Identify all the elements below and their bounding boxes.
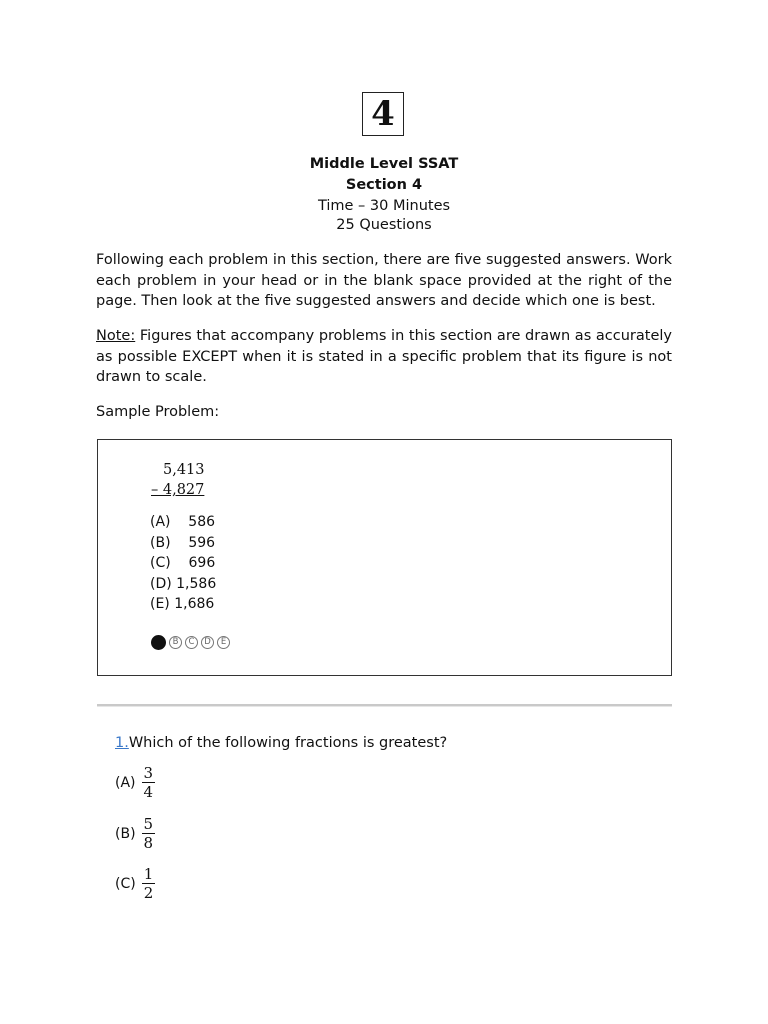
section-number-box	[362, 92, 404, 136]
answer-bubbles	[151, 635, 230, 650]
sample-choice-c: (C) 696	[150, 555, 216, 571]
option-b-denominator: 8	[143, 834, 154, 852]
time-limit: Time – 30 Minutes	[317, 198, 451, 214]
answer-bubble-e[interactable]: E	[217, 636, 230, 649]
option-a-fraction	[142, 764, 156, 801]
sample-choice-d: (D) 1,586	[150, 575, 217, 592]
option-a[interactable]	[115, 764, 155, 801]
answer-bubble-d[interactable]: D	[201, 636, 214, 649]
option-b-label: (B)	[115, 825, 136, 842]
section-number: 4	[371, 94, 395, 134]
note-paragraph	[96, 326, 672, 388]
section-title: Section 4	[345, 177, 423, 193]
option-b[interactable]	[115, 815, 155, 852]
option-a-label: (A)	[115, 774, 136, 791]
option-c-label: (C)	[115, 875, 136, 892]
answer-bubble-a-filled[interactable]	[151, 635, 166, 650]
option-b-numerator: 5	[143, 815, 154, 833]
option-c-fraction	[142, 865, 156, 902]
option-c[interactable]	[115, 865, 155, 902]
question-number-link[interactable]: 1.	[115, 735, 129, 751]
note-text: Figures that accompany problems in this section are drawn as accurately as possible EXCEPT when it is stated in a specific problem that its figure is not drawn to scale.	[96, 328, 672, 385]
option-c-numerator: 1	[143, 865, 154, 883]
answer-bubble-b[interactable]: B	[169, 636, 182, 649]
sample-choice-e: (E) 1,686	[150, 596, 215, 612]
sample-problem-label: Sample Problem:	[96, 404, 220, 420]
answer-bubble-c[interactable]: C	[185, 636, 198, 649]
option-a-numerator: 3	[143, 764, 154, 782]
option-a-denominator: 4	[143, 783, 154, 801]
option-c-denominator: 2	[143, 884, 154, 902]
question-text: Which of the following fractions is greatest?	[128, 735, 448, 751]
sample-problem-box	[97, 439, 672, 676]
sample-choices	[150, 512, 216, 615]
question-1	[115, 732, 447, 754]
sample-subtrahend: – 4,827	[151, 482, 205, 498]
sample-choice-b: (B) 596	[150, 534, 216, 551]
question-count: 25 Questions	[336, 217, 432, 233]
note-label: Note:	[96, 328, 136, 344]
sample-choice-a: (A) 586	[150, 514, 216, 530]
section-divider	[97, 704, 672, 707]
sample-minuend: 5,413	[163, 462, 205, 478]
option-b-fraction	[142, 815, 156, 852]
instructions-paragraph: Following each problem in this section, there are five suggested answers. Work each problem in your head or in the blank space provided at the right of the page. Then look at the five suggested answers and decide which one is best.	[96, 252, 672, 309]
test-title: Middle Level SSAT	[309, 156, 459, 172]
